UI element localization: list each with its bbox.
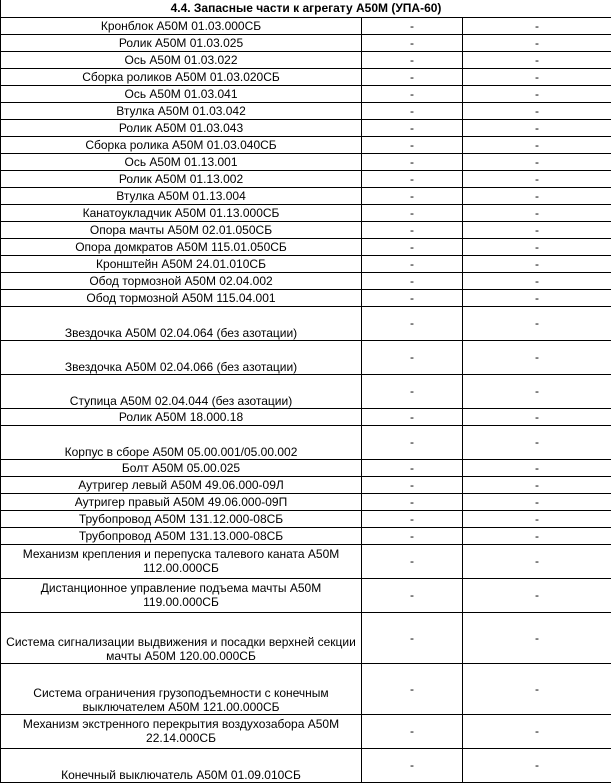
value-cell-2: -: [463, 663, 611, 714]
part-name-cell: Ролик А50М 01.13.002: [1, 170, 362, 187]
table-title: 4.4. Запасные части к агрегату А50М (УПА-60): [1, 0, 611, 17]
part-name-cell: Аутригер правый А50М 49.06.000-09П: [1, 493, 362, 510]
part-name-cell: Корпус в сборе А50М 05.00.001/05.00.002: [1, 425, 362, 459]
part-name-cell: Кронштейн А50М 24.01.010СБ: [1, 255, 362, 272]
part-name-cell: Втулка А50М 01.03.042: [1, 102, 362, 119]
value-cell-1: -: [362, 187, 463, 204]
part-name-cell: Конечный выключатель А50М 01.09.010СБ: [1, 748, 362, 782]
part-name-cell: Канатоукладчик А50М 01.13.000СБ: [1, 204, 362, 221]
part-name-cell: Дистанционное управление подъема мачты А50М 119.00.000СБ: [1, 578, 362, 612]
table-row: [1, 289, 611, 306]
table-row: [1, 459, 611, 476]
table-row: [1, 34, 611, 51]
table-row: [1, 136, 611, 153]
part-name-cell: Обод тормозной А50М 02.04.002: [1, 272, 362, 289]
part-name-cell: Обод тормозной А50М 115.04.001: [1, 289, 362, 306]
value-cell-2: -: [463, 425, 611, 459]
value-cell-2: -: [463, 408, 611, 425]
part-name-cell: Втулка А50М 01.13.004: [1, 187, 362, 204]
part-name-cell: Трубопровод А50М 131.13.000-08СБ: [1, 527, 362, 544]
table-row: [1, 153, 611, 170]
value-cell-1: -: [362, 476, 463, 493]
part-name-cell: Звездочка А50М 02.04.064 (без азотации): [1, 306, 362, 340]
value-cell-1: -: [362, 612, 463, 663]
table-row: [1, 272, 611, 289]
value-cell-1: -: [362, 136, 463, 153]
value-cell-2: -: [463, 612, 611, 663]
part-name-cell: Трубопровод А50М 131.12.000-08СБ: [1, 510, 362, 527]
value-cell-1: -: [362, 204, 463, 221]
part-name-cell: Звездочка А50М 02.04.066 (без азотации): [1, 340, 362, 374]
part-name-cell: Ступица А50М 02.04.044 (без азотации): [1, 374, 362, 408]
table-row: [1, 663, 611, 714]
table-row: [1, 544, 611, 578]
value-cell-2: -: [463, 85, 611, 102]
value-cell-2: -: [463, 136, 611, 153]
value-cell-1: -: [362, 408, 463, 425]
value-cell-1: -: [362, 493, 463, 510]
part-name-cell: Сборка ролика А50М 01.03.040СБ: [1, 136, 362, 153]
part-name-cell: Механизм крепления и перепуска талевого каната А50М 112.00.000СБ: [1, 544, 362, 578]
table-row: [1, 306, 611, 340]
table-row: [1, 255, 611, 272]
table-row: [1, 340, 611, 374]
table-row: [1, 119, 611, 136]
table-row: [1, 578, 611, 612]
table-row: [1, 510, 611, 527]
value-cell-1: -: [362, 374, 463, 408]
table-row: [1, 527, 611, 544]
part-name-cell: Ролик А50М 01.03.025: [1, 34, 362, 51]
value-cell-1: -: [362, 340, 463, 374]
value-cell-2: -: [463, 221, 611, 238]
value-cell-2: -: [463, 493, 611, 510]
part-name-cell: Болт А50М 05.00.025: [1, 459, 362, 476]
value-cell-2: -: [463, 374, 611, 408]
value-cell-1: -: [362, 527, 463, 544]
value-cell-1: -: [362, 153, 463, 170]
part-name-cell: Система ограничения грузоподъемности с конечным выключателем А50М 121.00.000СБ: [1, 663, 362, 714]
value-cell-2: -: [463, 306, 611, 340]
table-row: [1, 17, 611, 34]
value-cell-1: -: [362, 510, 463, 527]
title-row: [1, 0, 611, 17]
value-cell-1: -: [362, 119, 463, 136]
value-cell-2: -: [463, 578, 611, 612]
value-cell-2: -: [463, 289, 611, 306]
value-cell-2: -: [463, 272, 611, 289]
value-cell-1: -: [362, 544, 463, 578]
value-cell-1: -: [362, 221, 463, 238]
table-row: [1, 374, 611, 408]
part-name-cell: Опора домкратов А50М 115.01.050СБ: [1, 238, 362, 255]
value-cell-1: -: [362, 425, 463, 459]
value-cell-1: -: [362, 34, 463, 51]
value-cell-2: -: [463, 102, 611, 119]
table-row: [1, 238, 611, 255]
value-cell-2: -: [463, 204, 611, 221]
part-name-cell: Кронблок А50М 01.03.000СБ: [1, 17, 362, 34]
table-row: [1, 102, 611, 119]
value-cell-2: -: [463, 459, 611, 476]
value-cell-2: -: [463, 187, 611, 204]
part-name-cell: Ось А50М 01.03.041: [1, 85, 362, 102]
part-name-cell: Аутригер левый А50М 49.06.000-09Л: [1, 476, 362, 493]
table-row: [1, 493, 611, 510]
value-cell-1: -: [362, 306, 463, 340]
value-cell-2: -: [463, 510, 611, 527]
value-cell-1: -: [362, 663, 463, 714]
value-cell-1: -: [362, 748, 463, 782]
value-cell-2: -: [463, 476, 611, 493]
part-name-cell: Система сигнализации выдвижения и посадки верхней секции мачты А50М 120.00.000СБ: [1, 612, 362, 663]
value-cell-1: -: [362, 714, 463, 748]
value-cell-1: -: [362, 51, 463, 68]
part-name-cell: Ролик А50М 18.000.18: [1, 408, 362, 425]
value-cell-2: -: [463, 544, 611, 578]
part-name-cell: Ролик А50М 01.03.043: [1, 119, 362, 136]
value-cell-2: -: [463, 34, 611, 51]
value-cell-1: -: [362, 272, 463, 289]
value-cell-2: -: [463, 340, 611, 374]
part-name-cell: Сборка роликов А50М 01.03.020СБ: [1, 68, 362, 85]
value-cell-2: -: [463, 255, 611, 272]
value-cell-1: -: [362, 289, 463, 306]
value-cell-1: -: [362, 578, 463, 612]
table-row: [1, 476, 611, 493]
value-cell-2: -: [463, 527, 611, 544]
table-row: [1, 187, 611, 204]
part-name-cell: Опора мачты А50М 02.01.050СБ: [1, 221, 362, 238]
table-row: [1, 68, 611, 85]
part-name-cell: Ось А50М 01.03.022: [1, 51, 362, 68]
table-row: [1, 204, 611, 221]
value-cell-1: -: [362, 170, 463, 187]
table-row: [1, 85, 611, 102]
value-cell-2: -: [463, 170, 611, 187]
table-row: [1, 748, 611, 782]
value-cell-2: -: [463, 51, 611, 68]
value-cell-1: -: [362, 68, 463, 85]
value-cell-1: -: [362, 459, 463, 476]
value-cell-2: -: [463, 119, 611, 136]
value-cell-2: -: [463, 748, 611, 782]
value-cell-2: -: [463, 68, 611, 85]
table-row: [1, 408, 611, 425]
value-cell-1: -: [362, 238, 463, 255]
table-row: [1, 221, 611, 238]
part-name-cell: Ось А50М 01.13.001: [1, 153, 362, 170]
value-cell-1: -: [362, 85, 463, 102]
table-row: [1, 612, 611, 663]
value-cell-2: -: [463, 17, 611, 34]
value-cell-1: -: [362, 255, 463, 272]
part-name-cell: Механизм экстренного перекрытия воздухозабора А50М 22.14.000СБ: [1, 714, 362, 748]
table-row: [1, 170, 611, 187]
value-cell-2: -: [463, 153, 611, 170]
value-cell-2: -: [463, 238, 611, 255]
value-cell-1: -: [362, 17, 463, 34]
value-cell-2: -: [463, 714, 611, 748]
table-row: [1, 425, 611, 459]
table-row: [1, 51, 611, 68]
value-cell-1: -: [362, 102, 463, 119]
table-row: [1, 714, 611, 748]
